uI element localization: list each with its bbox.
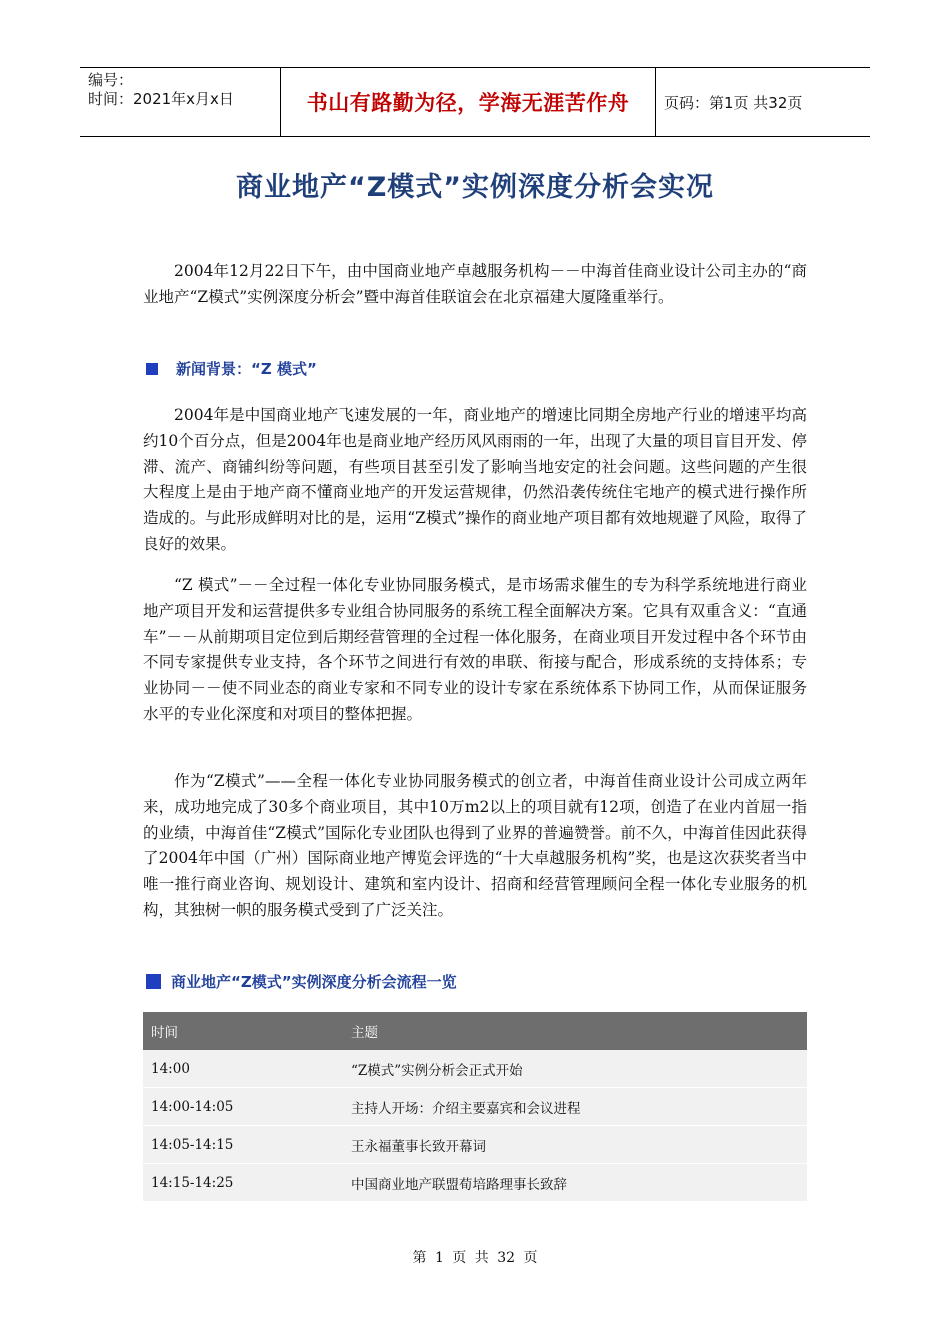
page-header bbox=[80, 67, 870, 137]
document-title: 商业地产“Z模式”实例深度分析会实况 bbox=[235, 172, 715, 203]
header-page bbox=[656, 68, 870, 136]
section-heading-text: 商业地产“Z模式”实例深度分析会流程一览 bbox=[171, 973, 457, 991]
column-header-time: 时间 bbox=[143, 1012, 343, 1050]
table-row bbox=[143, 1050, 807, 1088]
cell-topic: “Z模式”实例分析会正式开始 bbox=[343, 1050, 807, 1088]
page-label: 页码：第1页 共32页 bbox=[664, 93, 803, 112]
cell-time: 14:00-14:05 bbox=[143, 1088, 343, 1126]
motto-text: 书山有路勤为径，学海无涯苦作舟 bbox=[306, 91, 630, 115]
body-paragraph: 2004年是中国商业地产飞速发展的一年，商业地产的增速比同期全房地产行业的增速平均高约10个百分点，但是2004年也是商业地产经历风风雨雨的一年，出现了大量的项目盲目开发、停滞、流产、商铺纠纷等问题，有些项目甚至引发了影响当地安定的社会问题。这些问题的产生很大程度上是由于地产商不懂商业地产的开发运营规律，仍然沿袭传统住宅地产的模式进行操作所造成的。与此形成鲜明对比的是，运用“Z模式”操作的商业地产项目都有效地规避了风险，取得了良好的效果。 bbox=[143, 406, 807, 553]
time-label: 时间：2021年x月x日 bbox=[88, 90, 234, 108]
intro-paragraph: 2004年12月22日下午，由中国商业地产卓越服务机构－－中海首佳商业设计公司主办的“商业地产“Z模式”实例深度分析会”暨中海首佳联谊会在北京福建大厦隆重举行。 bbox=[143, 262, 807, 306]
cell-time: 14:05-14:15 bbox=[143, 1126, 343, 1164]
cell-topic: 王永福董事长致开幕词 bbox=[343, 1126, 807, 1164]
page-footer: 第 1 页 共 32 页 bbox=[412, 1250, 538, 1266]
body-paragraph: 作为“Z模式”——全程一体化专业协同服务模式的创立者，中海首佳商业设计公司成立两年来，成功地完成了30多个商业项目，其中10万m2以上的项目就有12项，创造了在业内首屈一指的业绩，中海首佳“Z模式”国际化专业团队也得到了业界的普遍赞誉。前不久，中海首佳因此获得了2004年中国（广州）国际商业地产博览会评选的“十大卓越服务机构”奖，也是这次获奖者当中唯一推行商业咨询、规划设计、建筑和室内设计、招商和经营管理顾问全程一体化专业服务的机构，其独树一帜的服务模式受到了广泛关注。 bbox=[143, 772, 807, 919]
table-row bbox=[143, 1126, 807, 1164]
section-heading-schedule bbox=[146, 971, 457, 992]
cell-topic: 主持人开场：介绍主要嘉宾和会议进程 bbox=[343, 1088, 807, 1126]
body-paragraph: “Z 模式”－－全过程一体化专业协同服务模式，是市场需求催生的专为科学系统地进行商业地产项目开发和运营提供多专业组合协同服务的系统工程全面解决方案。它具有双重含义：“直通车”－－从前期项目定位到后期经营管理的全过程一体化服务，在商业项目开发过程中各个环节由不同专家提供专业支持，各个环节之间进行有效的串联、衔接与配合，形成系统的支持体系；专业协同－－使不同业态的商业专家和不同专业的设计专家在系统体系下协同工作，从而保证服务水平的专业化深度和对项目的整体把握。 bbox=[143, 576, 807, 723]
section-heading-text: 新闻背景：“Z 模式” bbox=[176, 360, 317, 378]
table-row bbox=[143, 1088, 807, 1126]
table-header-row bbox=[143, 1012, 807, 1050]
cell-topic: 中国商业地产联盟荀培路理事长致辞 bbox=[343, 1164, 807, 1202]
column-header-topic: 主题 bbox=[343, 1012, 807, 1050]
number-label: 编号： bbox=[88, 71, 134, 89]
square-bullet-icon bbox=[146, 974, 161, 989]
square-bullet-icon bbox=[146, 363, 158, 375]
schedule-table bbox=[143, 1012, 807, 1202]
header-motto bbox=[281, 68, 656, 136]
header-meta bbox=[80, 68, 281, 136]
cell-time: 14:15-14:25 bbox=[143, 1164, 343, 1202]
table-row bbox=[143, 1164, 807, 1202]
section-heading-background bbox=[146, 358, 317, 379]
cell-time: 14:00 bbox=[143, 1050, 343, 1088]
